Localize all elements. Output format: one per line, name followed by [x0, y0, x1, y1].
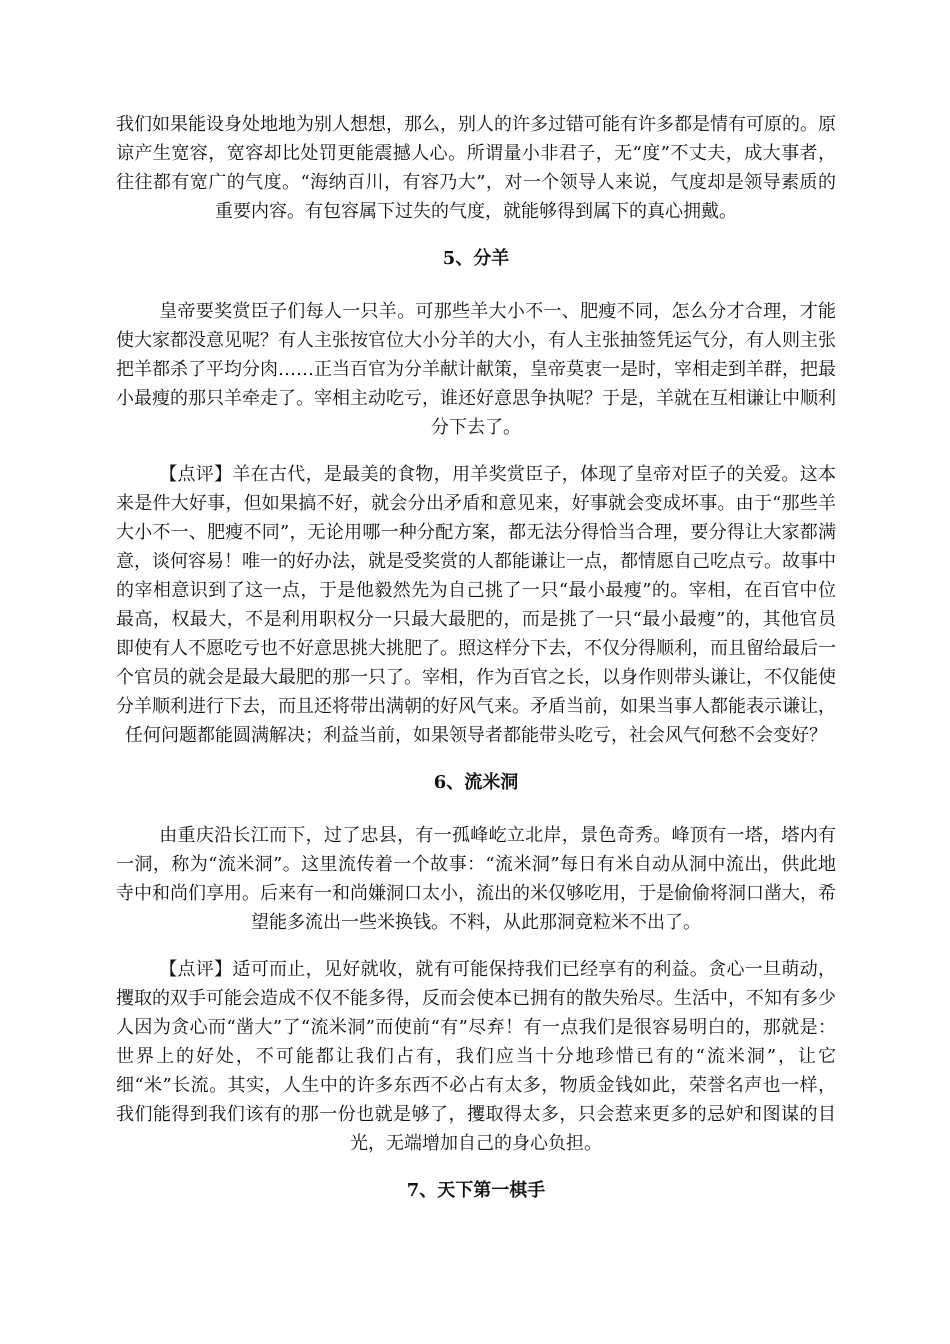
section-heading-7: 7、天下第一棋手 [406, 1180, 546, 1201]
spacer [116, 442, 836, 460]
spacer [116, 750, 836, 768]
story-paragraph-5: 皇帝要奖赏臣子们每人一只羊。可那些羊大小不一、肥瘦不同，怎么分才合理，才能使大家都没意见呢？有人主张按官位大小分羊的大小，有人主张抽签凭运气分，有人则主张把羊都杀了平均分肉……正当百官为分羊献计献策，皇帝莫衷一是时，宰相走到羊群，把最小最瘦的那只羊牵走了。宰相主动吃亏，谁还好意思争执呢？于是，羊就在互相谦让中顺利分下去了。 [116, 301, 836, 438]
story-paragraph-6: 由重庆沿长江而下，过了忠县，有一孤峰屹立北岸，景色奇秀。峰顶有一塔，塔内有一洞，称为“流米洞”。这里流传着一个故事：“流米洞”每日有米自动从洞中流出，供此地寺中和尚们享用。后来有一和尚嫌洞口太小，流出的米仅够吃用，于是偷偷将洞口凿大，希望能多流出一些米换钱。不料，从此那洞竟粒米不出了。 [116, 825, 836, 933]
spacer [116, 273, 836, 297]
document-body [116, 110, 836, 1205]
spacer [116, 937, 836, 955]
spacer [116, 1158, 836, 1176]
comment-paragraph-6: 【点评】适可而止，见好就收，就有可能保持我们已经享有的利益。贪心一旦萌动，攫取的双手可能会造成不仅不能多得，反而会使本已拥有的散失殆尽。生活中，不知有多少人因为贪心而“凿大”了“流米洞”而使前“有”尽弃！有一点我们是很容易明白的，那就是：世界上的好处，不可能都让我们占有，我们应当十分地珍惜已有的“流米洞”，让它细“米”长流。其实，人生中的许多东西不必占有太多，物质金钱如此，荣誉名声也一样，我们能得到我们该有的那一份也就是够了，攫取得太多，只会惹来更多的忌妒和图谋的目光，无端增加自己的身心负担。 [116, 959, 836, 1154]
comment-paragraph-5: 【点评】羊在古代，是最美的食物，用羊奖赏臣子，体现了皇帝对臣子的关爱。这本来是件大好事，但如果搞不好，就会分出矛盾和意见来，好事就会变成坏事。由于“那些羊大小不一、肥瘦不同”，无论用哪一种分配方案，都无法分得恰当合理，要分得让大家都满意，谈何容易！唯一的好办法，就是受奖赏的人都能谦让一点，都情愿自己吃点亏。故事中的宰相意识到了这一点，于是他毅然先为自己挑了一只“最小最瘦”的。宰相，在百官中位最高，权最大，不是利用职权分一只最大最肥的，而是挑了一只“最小最瘦”的，其他官员即使有人不愿吃亏也不好意思挑大挑肥了。照这样分下去，不仅分得顺利，而且留给最后一个官员的就会是最大最肥的那一只了。宰相，作为百官之长，以身作则带头谦让，不仅能使分羊顺利进行下去，而且还将带出满朝的好风气来。矛盾当前，如果当事人都能表示谦让，任何问题都能圆满解决；利益当前，如果领导者都能带头吃亏，社会风气何愁不会变好？ [116, 464, 836, 746]
intro-paragraph: 我们如果能设身处地地为别人想想，那么，别人的许多过错可能有许多都是情有可原的。原谅产生宽容，宽容却比处罚更能震撼人心。所谓量小非君子，无“度”不丈夫，成大事者，往往都有宽广的气度。“海纳百川，有容乃大”，对一个领导人来说，气度却是领导素质的重要内容。有包容属下过失的气度，就能够得到属下的真心拥戴。 [116, 114, 836, 222]
spacer [116, 226, 836, 244]
section-heading-5: 5、分羊 [442, 248, 510, 269]
spacer [116, 797, 836, 821]
section-heading-6: 6、流米洞 [433, 772, 519, 793]
